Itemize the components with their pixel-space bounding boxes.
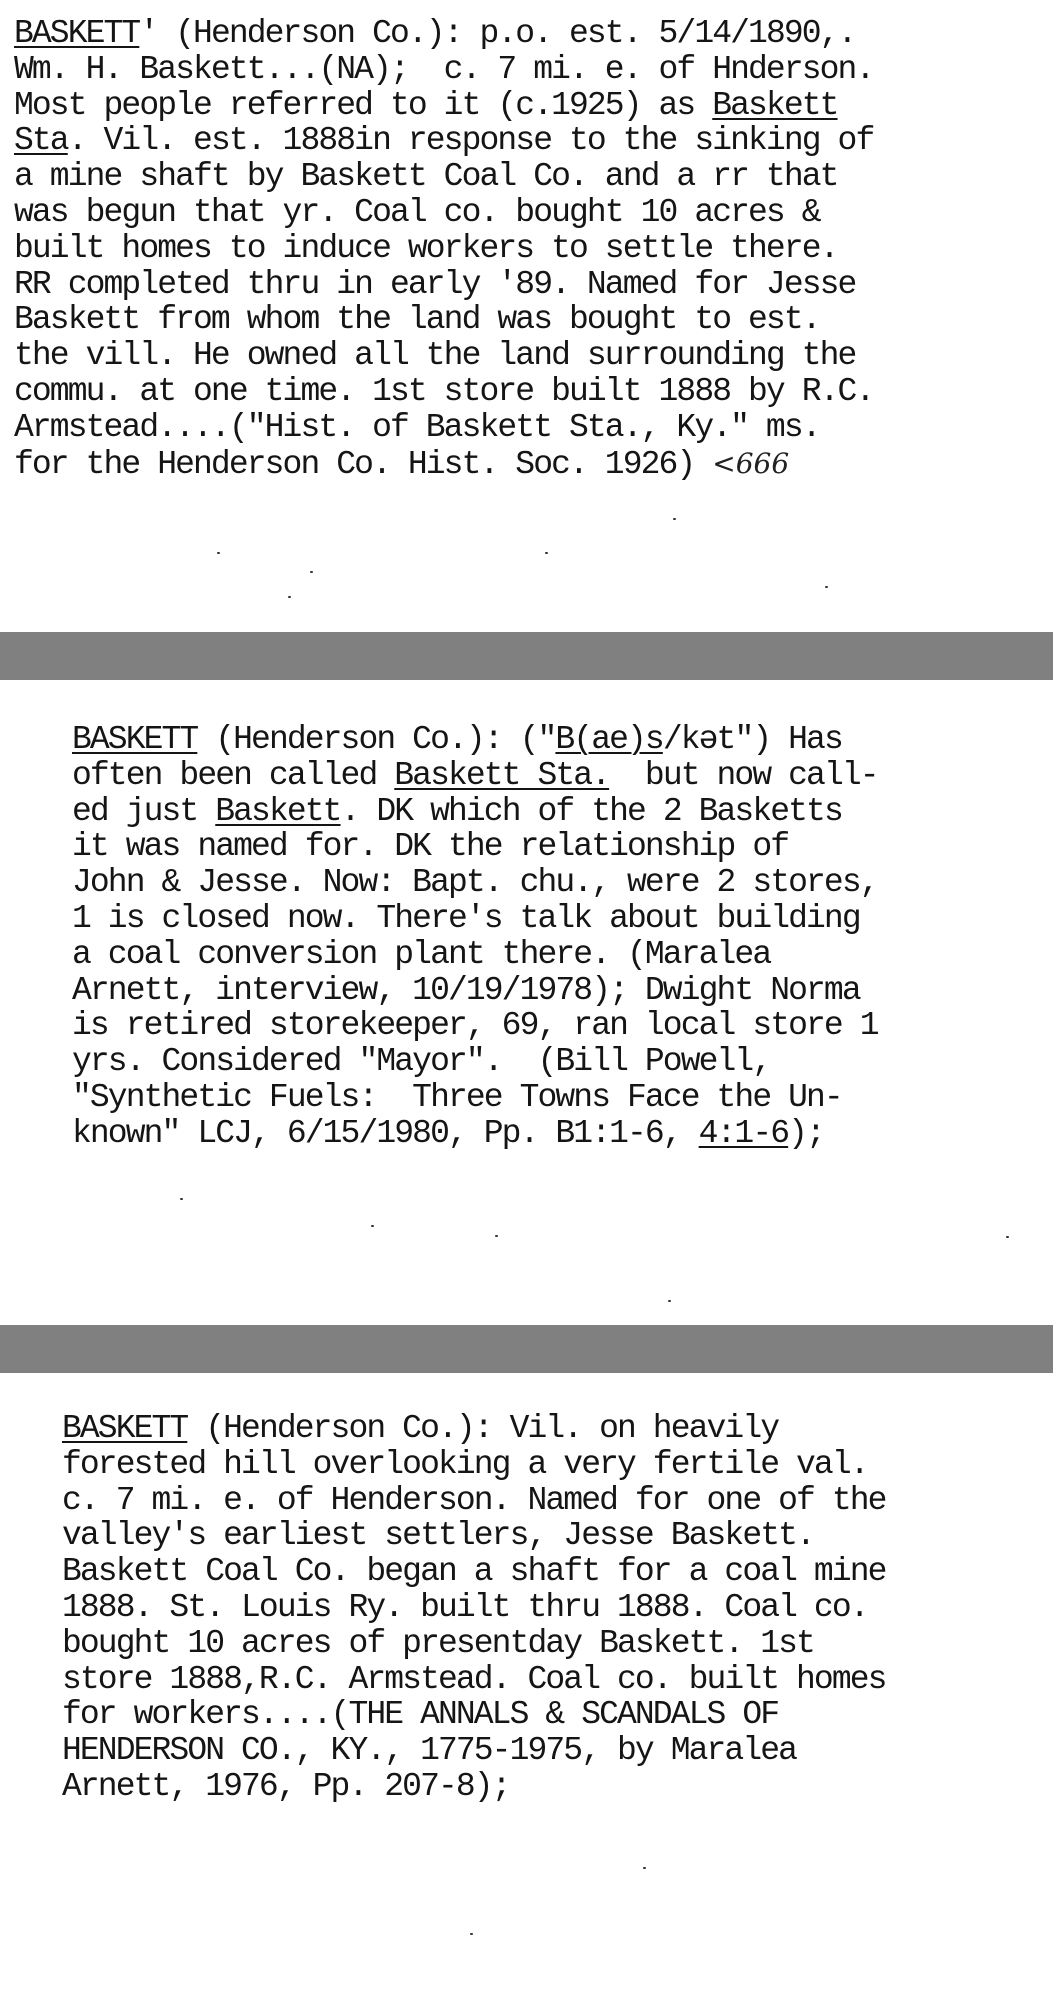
text-run: Most people referred to it (c.1925) as xyxy=(14,86,713,124)
text-line xyxy=(14,16,873,52)
card-3-text xyxy=(62,1411,886,1805)
text-line xyxy=(72,1116,878,1152)
text-line xyxy=(72,722,878,758)
text-run: Wm. H. Baskett...(NA); c. 7 mi. e. of Hnderson. xyxy=(14,50,874,88)
text-line xyxy=(72,973,878,1009)
text-run: ed just xyxy=(72,792,216,830)
text-line xyxy=(72,901,878,937)
speck xyxy=(288,596,291,598)
text-line xyxy=(14,231,873,267)
text-line xyxy=(62,1662,886,1698)
text-run: c. 7 mi. e. of Henderson. Named for one of the xyxy=(62,1481,886,1519)
text-line xyxy=(62,1697,886,1733)
text-line xyxy=(14,52,873,88)
speck xyxy=(545,552,548,554)
text-run: Armstead....("Hist. of Baskett Sta., Ky." ms. xyxy=(14,408,820,446)
text-run: ' (Henderson Co.): p.o. est. 5/14/1890,. xyxy=(139,15,856,52)
speck xyxy=(495,1235,498,1237)
text-run: RR completed thru in early '89. Named for Jesse xyxy=(14,265,856,303)
note-card-1 xyxy=(0,0,1053,632)
text-run: Baskett Coal Co. began a shaft for a coal mine xyxy=(62,1553,886,1591)
text-line xyxy=(62,1447,886,1483)
underlined-text: Sta xyxy=(14,122,68,160)
card-1-text xyxy=(14,16,873,481)
text-line xyxy=(62,1590,886,1626)
text-run: was begun that yr. Coal co. bought 10 acres & xyxy=(14,193,820,231)
text-run: the vill. He owned all the land surrounding the xyxy=(14,337,856,375)
text-line xyxy=(14,410,873,446)
text-line xyxy=(62,1518,886,1554)
text-line xyxy=(14,374,873,410)
speck xyxy=(310,571,313,573)
speck xyxy=(180,1198,183,1200)
text-run: "Synthetic Fuels: Three Towns Face the Un- xyxy=(72,1078,842,1116)
text-run: (Henderson Co.): Vil. on heavily xyxy=(187,1410,779,1447)
text-run: bought 10 acres of presentday Baskett. 1st xyxy=(62,1624,814,1662)
text-run: yrs. Considered "Mayor". (Bill Powell, xyxy=(72,1043,771,1081)
text-line xyxy=(14,302,873,338)
speck xyxy=(1006,1236,1009,1238)
text-run: often been called xyxy=(72,756,395,794)
text-run: John & Jesse. Now: Bapt. chu., were 2 stores, xyxy=(72,864,878,902)
speck xyxy=(217,552,220,554)
text-run: a coal conversion plant there. (Maralea xyxy=(72,935,771,973)
text-run: for the Henderson Co. Hist. Soc. 1926) xyxy=(14,445,713,483)
text-line xyxy=(62,1769,886,1805)
text-line xyxy=(62,1411,886,1447)
speck xyxy=(371,1225,374,1227)
underlined-text: 4:1-6 xyxy=(698,1114,789,1152)
text-run: ); xyxy=(788,1114,824,1152)
speck xyxy=(673,518,676,520)
text-line xyxy=(14,88,873,124)
text-run: (Henderson Co.): (" xyxy=(197,721,556,758)
text-run: Baskett from whom the land was bought to est. xyxy=(14,301,820,339)
text-run: store 1888,R.C. Armstead. Coal co. built homes xyxy=(62,1660,886,1698)
text-run: HENDERSON CO., KY., 1775-1975, by Maralea xyxy=(62,1732,797,1770)
text-run: Arnett, 1976, Pp. 207-8); xyxy=(62,1767,510,1805)
text-line xyxy=(14,446,873,482)
text-line xyxy=(72,758,878,794)
text-line xyxy=(72,1044,878,1080)
note-card-3 xyxy=(0,1373,1053,2000)
text-run: forested hill overlooking a very fertile val. xyxy=(62,1445,868,1483)
text-run: . Vil. est. 1888in response to the sinking of xyxy=(67,122,874,160)
text-run: valley's earliest settlers, Jesse Baskett. xyxy=(62,1517,814,1555)
card-divider xyxy=(0,632,1053,680)
text-run: . DK which of the 2 Basketts xyxy=(340,792,842,830)
underlined-text: B(ae)s xyxy=(555,721,663,758)
text-run: /kət") Has xyxy=(662,721,842,758)
text-line xyxy=(14,267,873,303)
text-line xyxy=(72,829,878,865)
text-line xyxy=(62,1733,886,1769)
text-line xyxy=(62,1554,886,1590)
text-run: is retired storekeeper, 69, ran local store 1 xyxy=(72,1007,878,1045)
text-line xyxy=(62,1483,886,1519)
speck xyxy=(470,1933,473,1935)
text-run: 1888. St. Louis Ry. built thru 1888. Coal co. xyxy=(62,1588,868,1626)
text-run: it was named for. DK the relationship of xyxy=(72,828,789,866)
speck xyxy=(668,1300,671,1302)
text-line xyxy=(72,937,878,973)
underlined-text: BASKETT xyxy=(14,15,140,52)
text-line xyxy=(14,195,873,231)
text-line xyxy=(72,1080,878,1116)
text-line xyxy=(14,123,873,159)
note-card-2 xyxy=(0,680,1053,1325)
underlined-text: Baskett Sta. xyxy=(394,756,610,794)
speck xyxy=(643,1867,646,1869)
card-2-text xyxy=(72,722,878,1152)
text-line xyxy=(72,1008,878,1044)
underlined-text: BASKETT xyxy=(72,721,198,758)
text-line xyxy=(72,865,878,901)
text-run: 1 is closed now. There's talk about building xyxy=(72,899,860,937)
text-line xyxy=(72,794,878,830)
underlined-text: Baskett xyxy=(712,86,838,124)
underlined-text: Baskett xyxy=(215,792,341,830)
card-divider xyxy=(0,1325,1053,1373)
text-line xyxy=(62,1626,886,1662)
text-run: for workers....(THE ANNALS & SCANDALS OF xyxy=(62,1696,779,1734)
speck xyxy=(825,586,828,588)
text-run: known" LCJ, 6/15/1980, Pp. B1:1-6, xyxy=(72,1114,699,1152)
handwritten-annotation: <666 xyxy=(712,446,790,480)
text-run: a mine shaft by Baskett Coal Co. and a rr that xyxy=(14,158,838,196)
text-line xyxy=(14,338,873,374)
text-run: built homes to induce workers to settle there. xyxy=(14,229,838,267)
underlined-text: BASKETT xyxy=(62,1410,188,1447)
text-line xyxy=(14,159,873,195)
text-run: Arnett, interview, 10/19/1978); Dwight Norma xyxy=(72,971,860,1009)
text-run: commu. at one time. 1st store built 1888 by R.C. xyxy=(14,372,874,410)
text-run: but now call- xyxy=(609,756,878,794)
